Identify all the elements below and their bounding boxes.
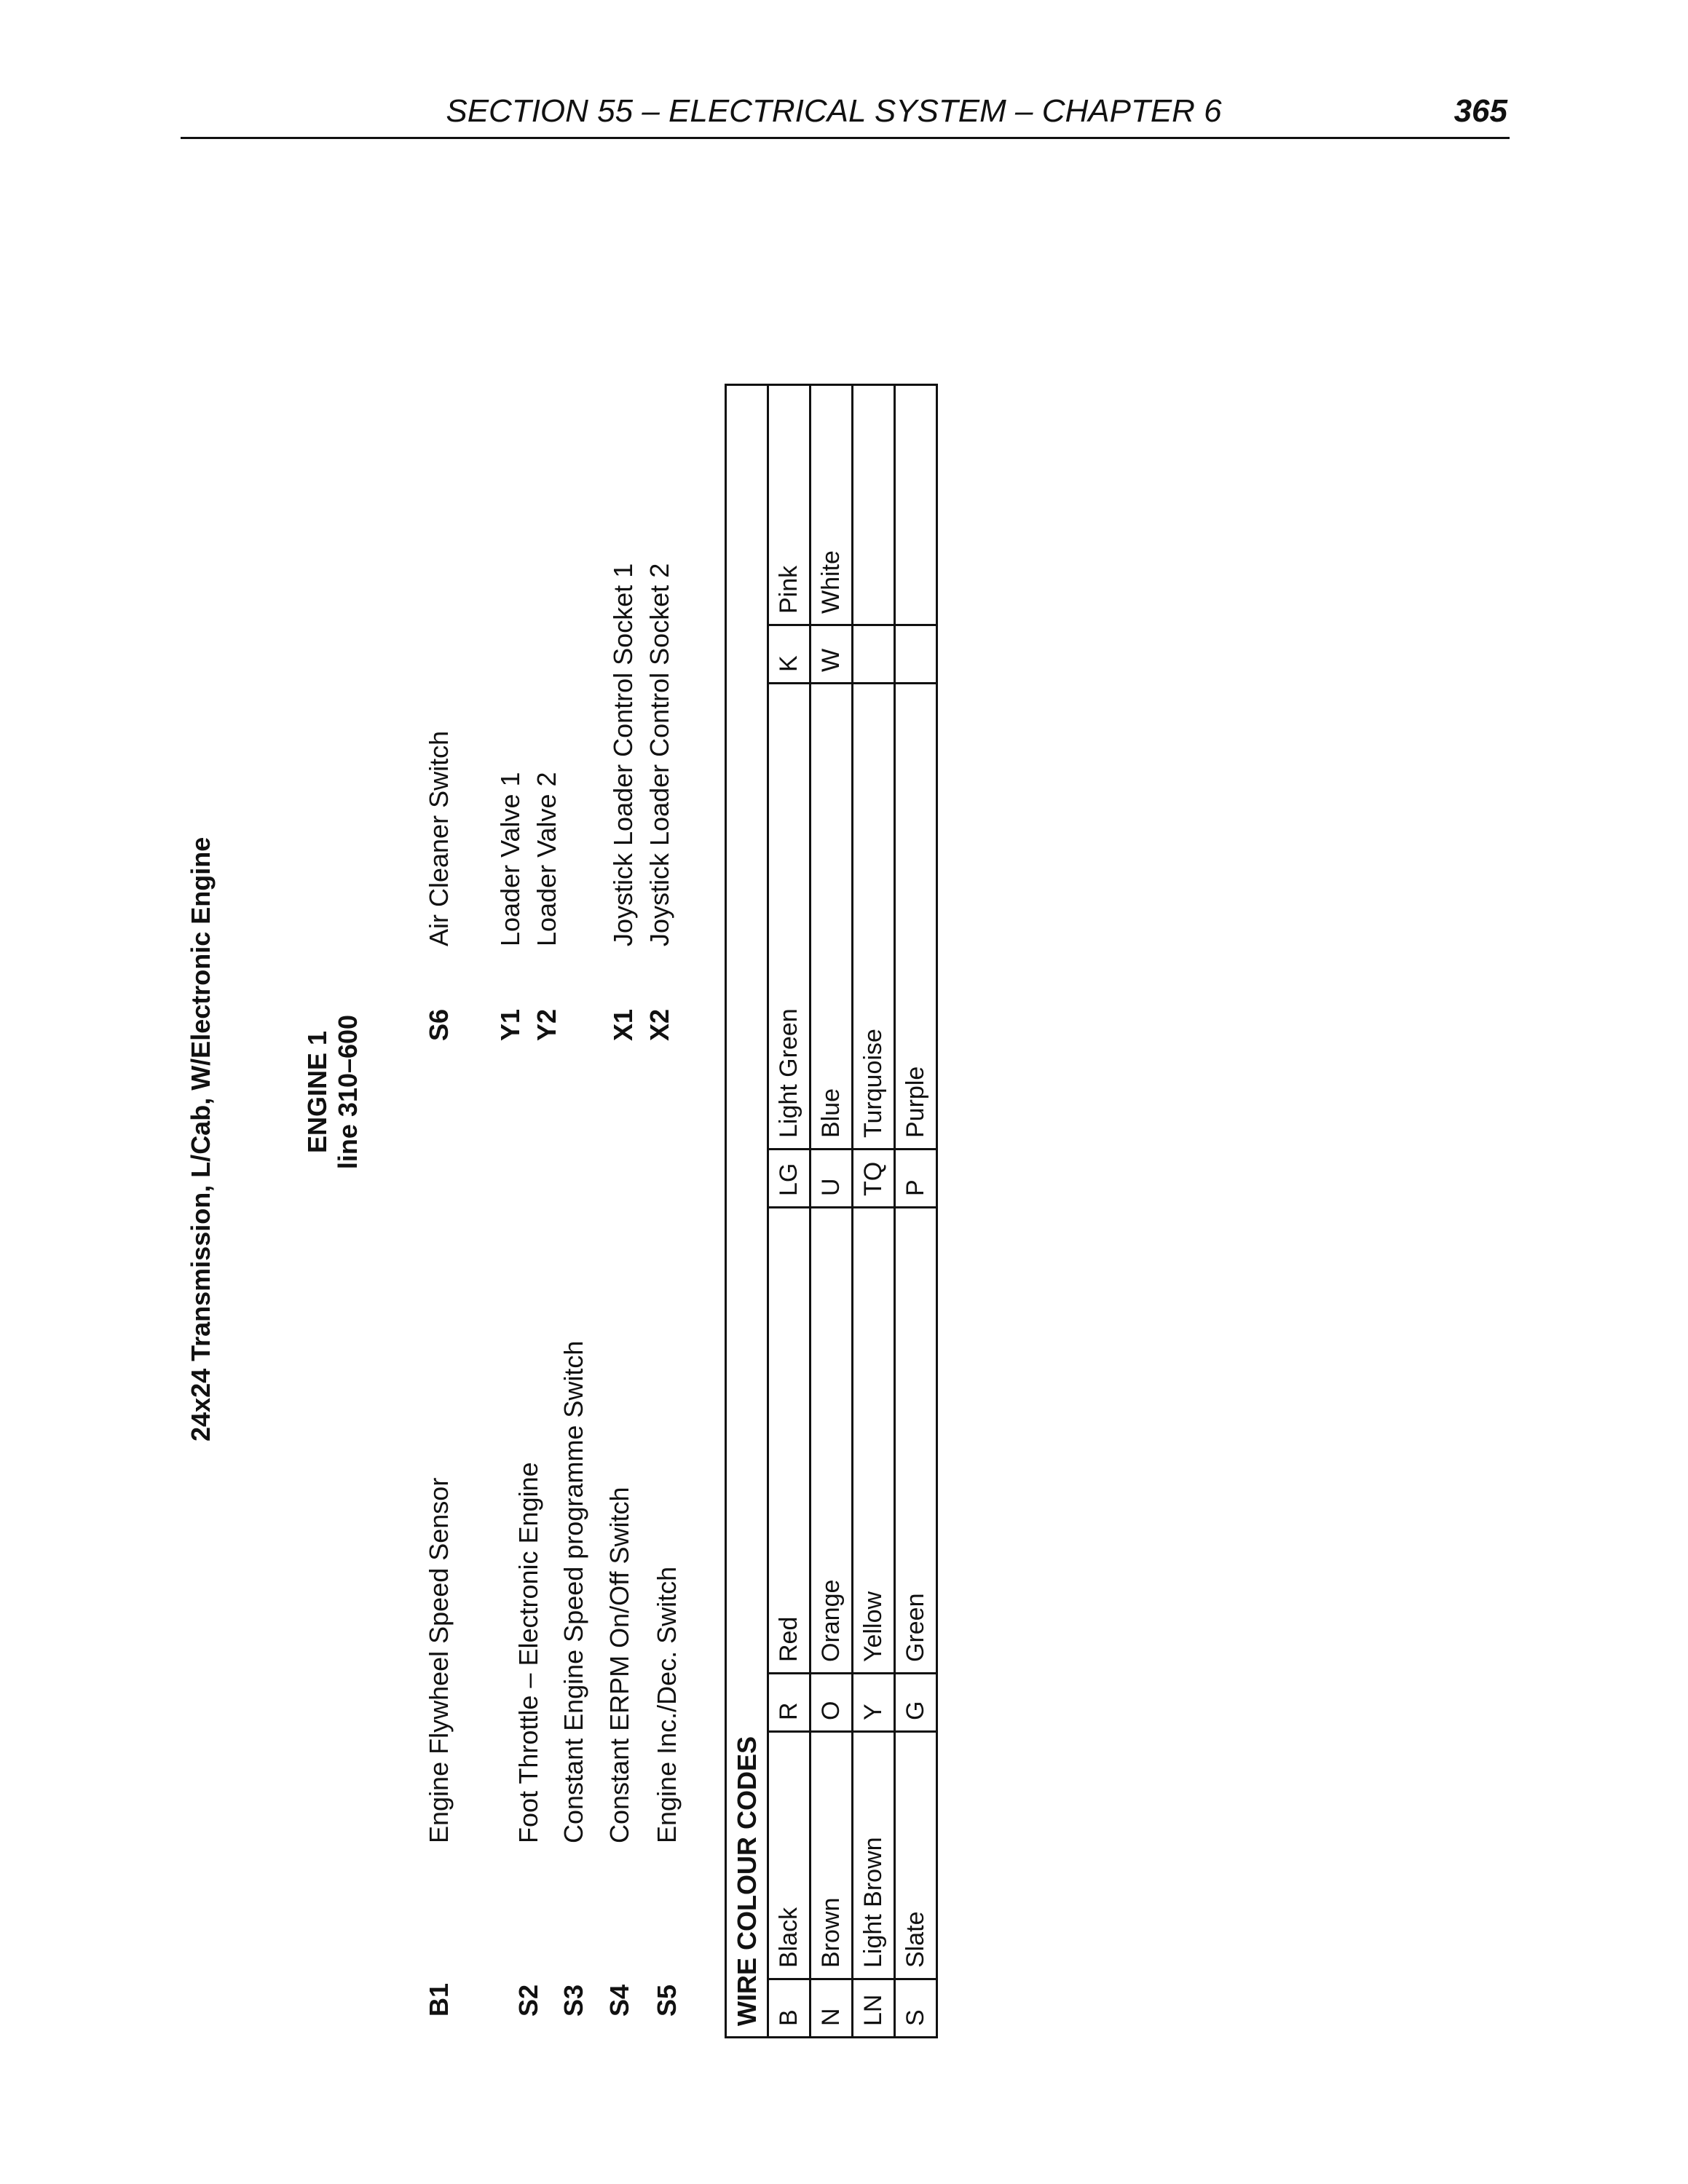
wire-code: LN [853, 1979, 895, 2038]
wire-colour: Red [768, 1208, 811, 1674]
component-label: Joystick Loader Control Socket 1 [608, 563, 638, 946]
wire-code: U [811, 1150, 853, 1208]
component-code: S2 [513, 1984, 543, 2017]
wire-colour-codes-table [725, 384, 938, 2038]
wire-code: N [811, 1979, 853, 2038]
wire-code: LG [768, 1150, 811, 1208]
diagram-title: 24x24 Transmission, L/Cab, W/Electronic Engine [186, 836, 216, 1441]
wire-code: W [811, 625, 853, 684]
page-number: 365 [1454, 93, 1507, 129]
table-row [895, 385, 937, 2038]
component-label: Loader Valve 1 [495, 772, 525, 946]
engine-label: ENGINE 1 [302, 1030, 332, 1154]
component-code: Y2 [532, 1008, 561, 1041]
component-code: S3 [559, 1984, 588, 2017]
wire-code: B [768, 1979, 811, 2038]
component-code: X2 [644, 1008, 674, 1041]
wire-colour: White [811, 385, 853, 625]
wire-colour: Light Green [768, 684, 811, 1150]
wire-colour: Orange [811, 1208, 853, 1674]
engine-label-block [302, 997, 363, 1187]
component-code: S5 [652, 1984, 682, 2017]
section-title: SECTION 55 – ELECTRICAL SYSTEM – CHAPTER 6 [446, 93, 1222, 129]
wire-code: G [895, 1674, 937, 1732]
engine-lines: line 310–600 [333, 1014, 363, 1170]
wire-colour: Pink [768, 385, 811, 625]
component-label: Loader Valve 2 [532, 772, 561, 946]
component-label: Joystick Loader Control Socket 2 [644, 563, 674, 946]
wire-code: R [768, 1674, 811, 1732]
wire-colour: Turquoise [853, 684, 895, 1150]
wire-code: Y [853, 1674, 895, 1732]
wire-colour: Purple [895, 684, 937, 1150]
component-code: S4 [604, 1984, 634, 2017]
wire-code: K [768, 625, 811, 684]
component-label: Engine Flywheel Speed Sensor [424, 1477, 454, 1843]
component-label: Air Cleaner Switch [424, 730, 454, 946]
wire-code: S [895, 1979, 937, 2038]
wire-colour: Black [768, 1732, 811, 1979]
wire-colour: Slate [895, 1732, 937, 1979]
wire-code: P [895, 1150, 937, 1208]
component-code: X1 [608, 1008, 638, 1041]
component-label: Constant Engine Speed programme Switch [559, 1340, 588, 1843]
wire-colour: Light Brown [853, 1732, 895, 1979]
component-label: Engine Inc./Dec. Switch [652, 1566, 682, 1843]
wire-colour: Green [895, 1208, 937, 1674]
component-code: S6 [424, 1008, 454, 1041]
wire-code: O [811, 1674, 853, 1732]
wire-code [853, 625, 895, 684]
component-code: B1 [424, 1982, 454, 2017]
wire-colour: Yellow [853, 1208, 895, 1674]
wire-colour: Brown [811, 1732, 853, 1979]
component-label: Constant ERPM On/Off Switch [604, 1487, 634, 1843]
rotated-diagram-legend [175, 95, 1340, 2046]
wire-colour [895, 385, 937, 625]
table-row [768, 385, 811, 2038]
component-code: Y1 [495, 1008, 525, 1041]
component-label: Foot Throttle – Electronic Engine [513, 1462, 543, 1843]
wire-colour: Blue [811, 684, 853, 1150]
table-row [853, 385, 895, 2038]
table-heading: WIRE COLOUR CODES [726, 385, 768, 2038]
table-row [811, 385, 853, 2038]
wire-code: TQ [853, 1150, 895, 1208]
wire-code [895, 625, 937, 684]
wire-colour [853, 385, 895, 625]
